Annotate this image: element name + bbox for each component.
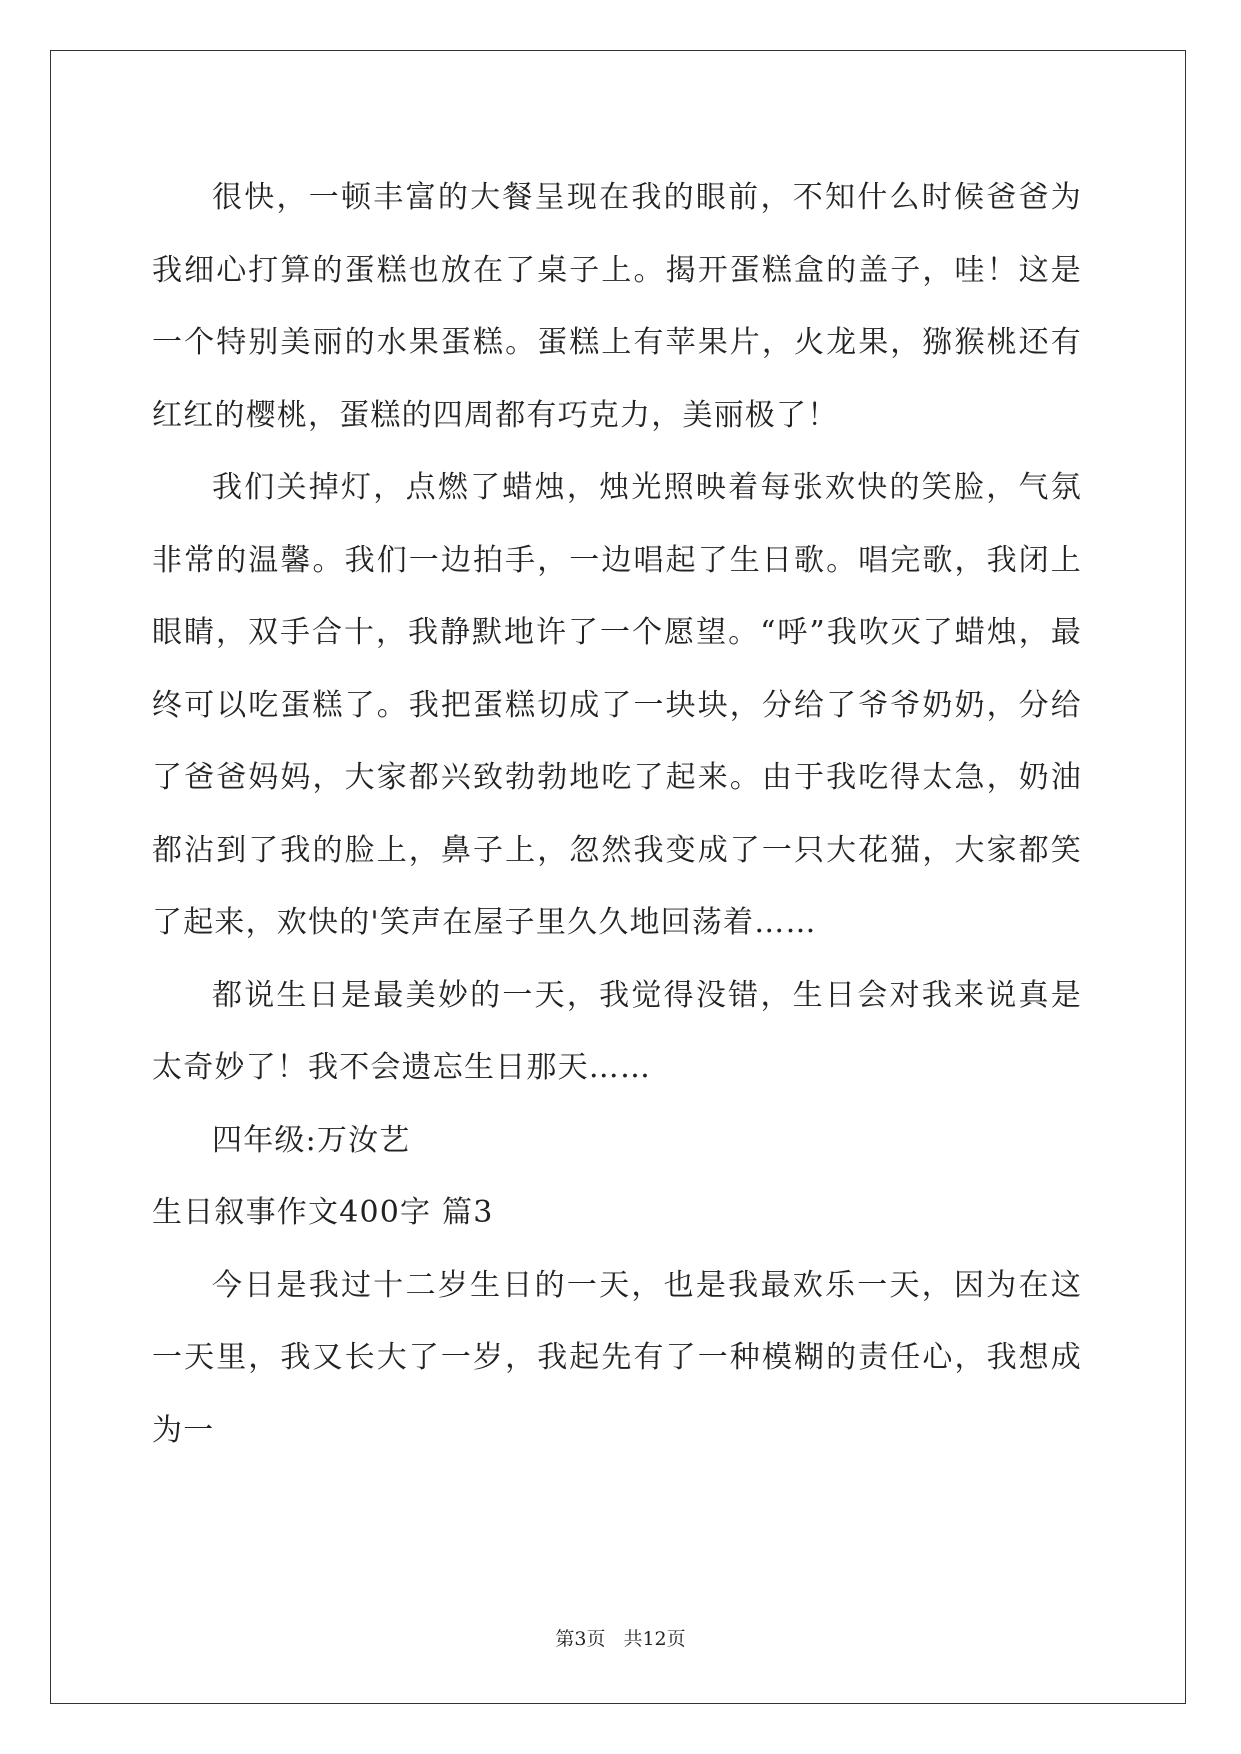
paragraph-twelfth-birthday: 今日是我过十二岁生日的一天，也是我最欢乐一天，因为在这一天里，我又长大了一岁，我起先有了一种模糊的责任心，我想成为一 [152,1267,1082,1448]
paragraph-conclusion: 都说生日是最美妙的一天，我觉得没错，生日会对我来说真是太奇妙了！我不会遗忘生日那天…… [152,977,1082,1085]
page-footer [0,1624,1241,1651]
section-heading: 生日叙事作文400字 篇3 [152,1195,494,1230]
document-body [152,162,1082,1467]
author-line: 四年级:万汝艺 [212,1122,411,1158]
paragraph-candles: 我们关掉灯，点燃了蜡烛，烛光照映着每张欢快的笑脸，气氛非常的温馨。我们一边拍手，一边唱起了生日歌。唱完歌，我闭上眼睛，双手合十，我静默地许了一个愿望。“呼”我吹灭了蜡烛，最终可以吃蛋糕了。我把蛋糕切成了一块块，分给了爷爷奶奶，分给了爸爸妈妈，大家都兴致勃勃地吃了起来。由于我吃得太急，奶油都沾到了我的脸上，鼻子上，忽然我变成了一只大花猫，大家都笑了起来，欢快的'笑声在屋子里久久地回荡着…… [152,470,1082,940]
page-total: 共12页 [623,1628,686,1650]
paragraph-cake: 很快，一顿丰富的大餐呈现在我的眼前，不知什么时候爸爸为我细心打算的蛋糕也放在了桌子上。揭开蛋糕盒的盖子，哇！这是一个特别美丽的水果蛋糕。蛋糕上有苹果片，火龙果，猕猴桃还有红红的樱桃，蛋糕的四周都有巧克力，美丽极了！ [152,180,1082,433]
page-number: 第3页 [555,1628,606,1650]
